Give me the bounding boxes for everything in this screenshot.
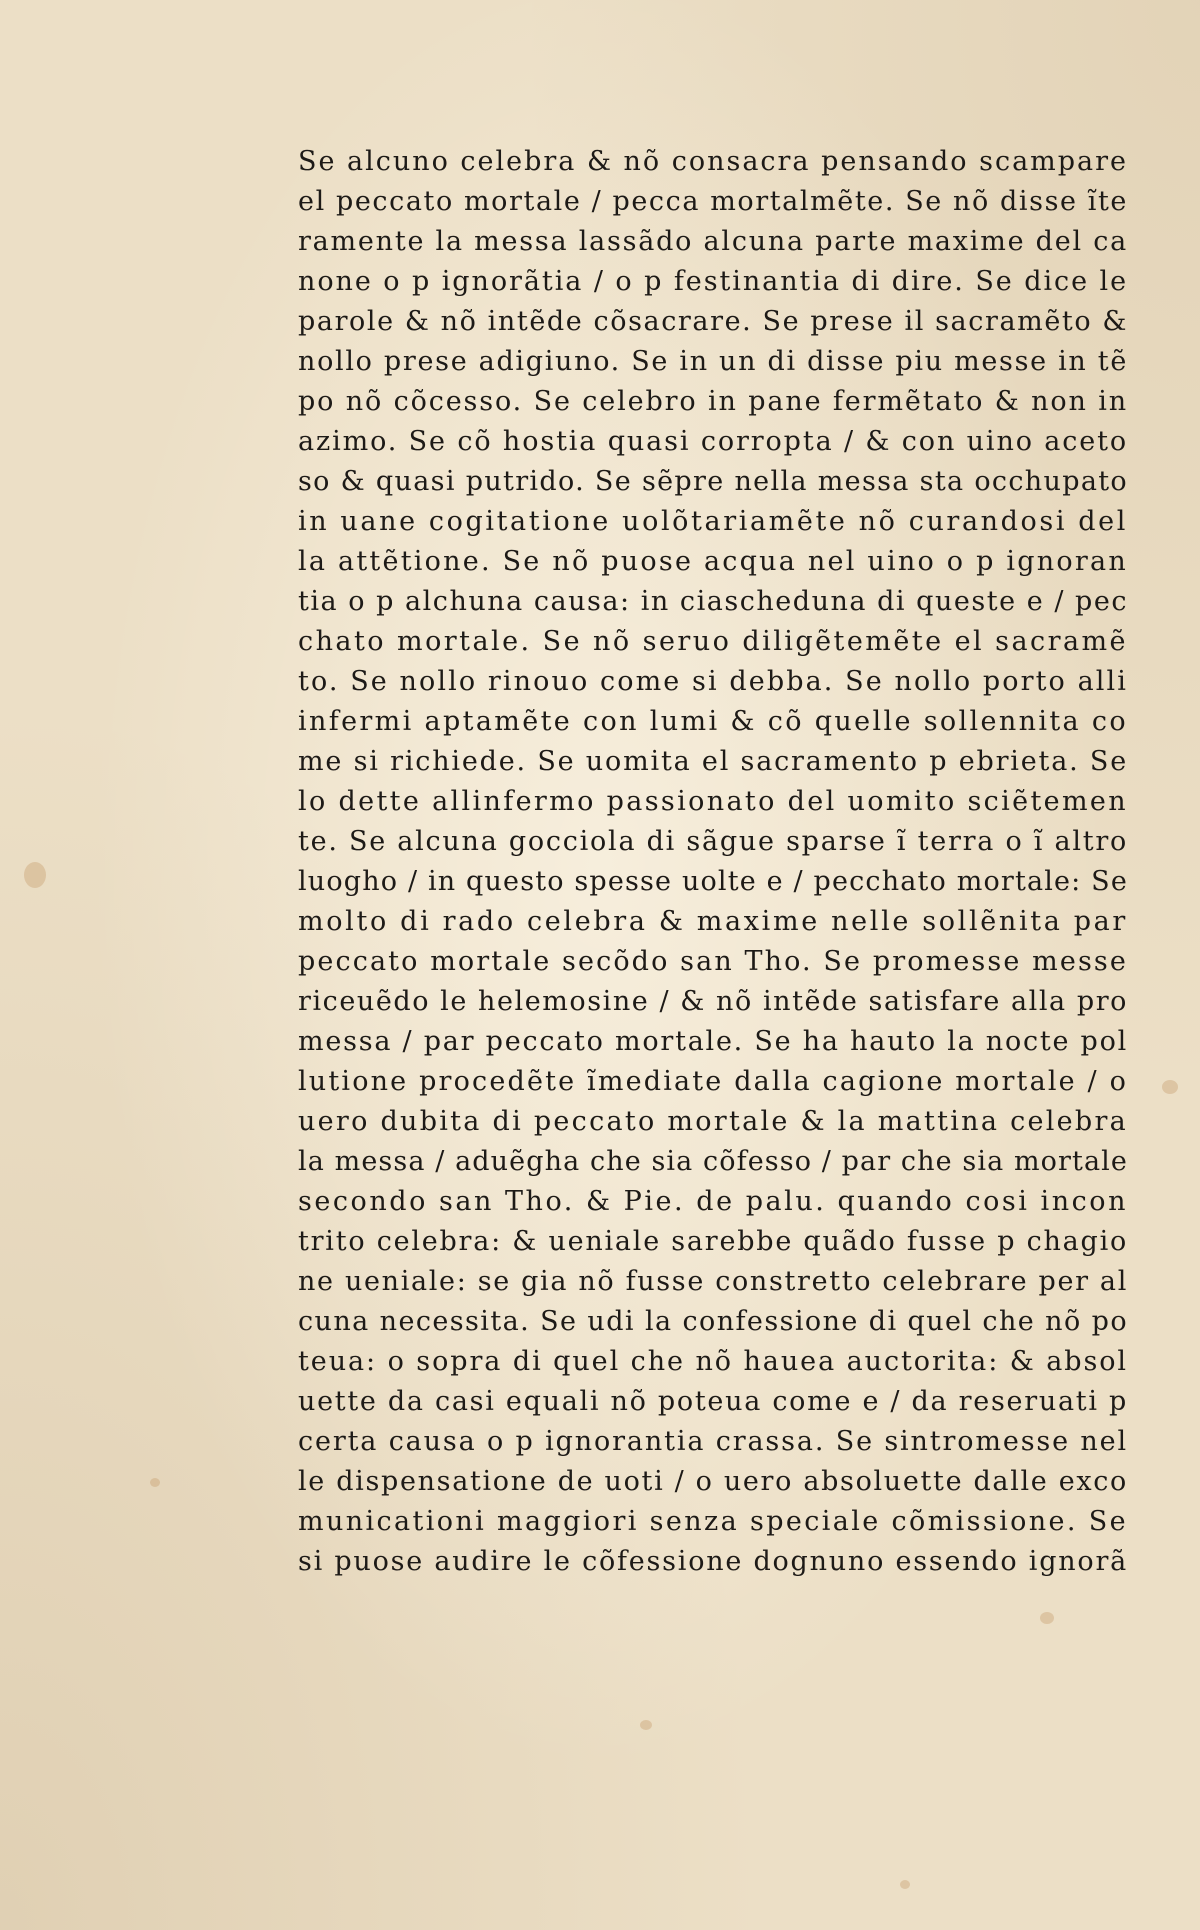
text-line: le dispensatione de uoti / o uero absoluette dalle exco <box>298 1466 1128 1497</box>
text-line: po nõ cõcesso. Se celebro in pane fermẽtato & non in <box>298 386 1128 417</box>
text-line: messa / par peccato mortale. Se ha hauto la nocte pol <box>298 1026 1128 1057</box>
text-line: trito celebra: & ueniale sarebbe quãdo fusse p chagio <box>298 1226 1128 1257</box>
text-line: to. Se nollo rinouo come si debba. Se nollo porto alli <box>298 666 1128 697</box>
text-line: lo dette allinfermo passionato del uomito sciẽtemen <box>298 786 1128 817</box>
text-line: me si richiede. Se uomita el sacramento p ebrieta. Se <box>298 746 1128 777</box>
text-line: so & quasi putrido. Se sẽpre nella messa sta occhupato <box>298 466 1128 497</box>
text-line: uero dubita di peccato mortale & la mattina celebra <box>298 1106 1128 1137</box>
text-line: certa causa o p ignorantia crassa. Se sintromesse nel <box>298 1426 1128 1457</box>
text-line: la messa / aduẽgha che sia cõfesso / par che sia mortale <box>298 1146 1128 1177</box>
text-line: molto di rado celebra & maxime nelle sollẽnita par <box>298 906 1128 937</box>
text-line: parole & nõ intẽde cõsacrare. Se prese il sacramẽto & <box>298 306 1128 337</box>
text-line: cuna necessita. Se udi la confessione di quel che nõ po <box>298 1306 1128 1337</box>
text-line: tia o p alchuna causa: in ciascheduna di queste e / pec <box>298 586 1128 617</box>
text-line: municationi maggiori senza speciale cõmissione. Se <box>298 1506 1128 1537</box>
text-line: si puose audire le cõfessione dognuno essendo ignorã <box>298 1546 1128 1577</box>
text-line: teua: o sopra di quel che nõ hauea auctorita: & absol <box>298 1346 1128 1377</box>
text-line: peccato mortale secõdo san Tho. Se promesse messe <box>298 946 1128 977</box>
text-line: el peccato mortale / pecca mortalmẽte. Se nõ disse ĩte <box>298 186 1128 217</box>
text-line: riceuẽdo le helemosine / & nõ intẽde satisfare alla pro <box>298 986 1128 1017</box>
text-line: luogho / in questo spesse uolte e / pecchato mortale: Se <box>298 866 1128 897</box>
text-line: te. Se alcuna gocciola di sãgue sparse ĩ terra o ĩ altro <box>298 826 1128 857</box>
foxing-stain <box>640 1720 652 1730</box>
text-line: lutione procedẽte ĩmediate dalla cagione mortale / o <box>298 1066 1128 1097</box>
text-line: secondo san Tho. & Pie. de palu. quando cosi incon <box>298 1186 1128 1217</box>
body-text <box>298 142 1128 1582</box>
text-line: ramente la messa lassãdo alcuna parte maxime del ca <box>298 226 1128 257</box>
text-line: ne ueniale: se gia nõ fusse constretto celebrare per al <box>298 1266 1128 1297</box>
text-line: Se alcuno celebra & nõ consacra pensando scampare <box>298 146 1128 177</box>
foxing-stain <box>24 862 46 888</box>
text-line: chato mortale. Se nõ seruo diligẽtemẽte el sacramẽ <box>298 626 1128 657</box>
text-line: uette da casi equali nõ poteua come e / da reseruati p <box>298 1386 1128 1417</box>
text-line: la attẽtione. Se nõ puose acqua nel uino o p ignoran <box>298 546 1128 577</box>
foxing-stain <box>1040 1612 1054 1624</box>
text-line: none o p ignorãtia / o p festinantia di dire. Se dice le <box>298 266 1128 297</box>
text-line: azimo. Se cõ hostia quasi corropta / & con uino aceto <box>298 426 1128 457</box>
text-line: infermi aptamẽte con lumi & cõ quelle sollennita co <box>298 706 1128 737</box>
text-line: nollo prese adigiuno. Se in un di disse piu messe in tẽ <box>298 346 1128 377</box>
text-line: in uane cogitatione uolõtariamẽte nõ curandosi del <box>298 506 1128 537</box>
foxing-stain <box>900 1880 910 1889</box>
foxing-stain <box>150 1478 160 1487</box>
foxing-stain <box>1162 1080 1178 1094</box>
